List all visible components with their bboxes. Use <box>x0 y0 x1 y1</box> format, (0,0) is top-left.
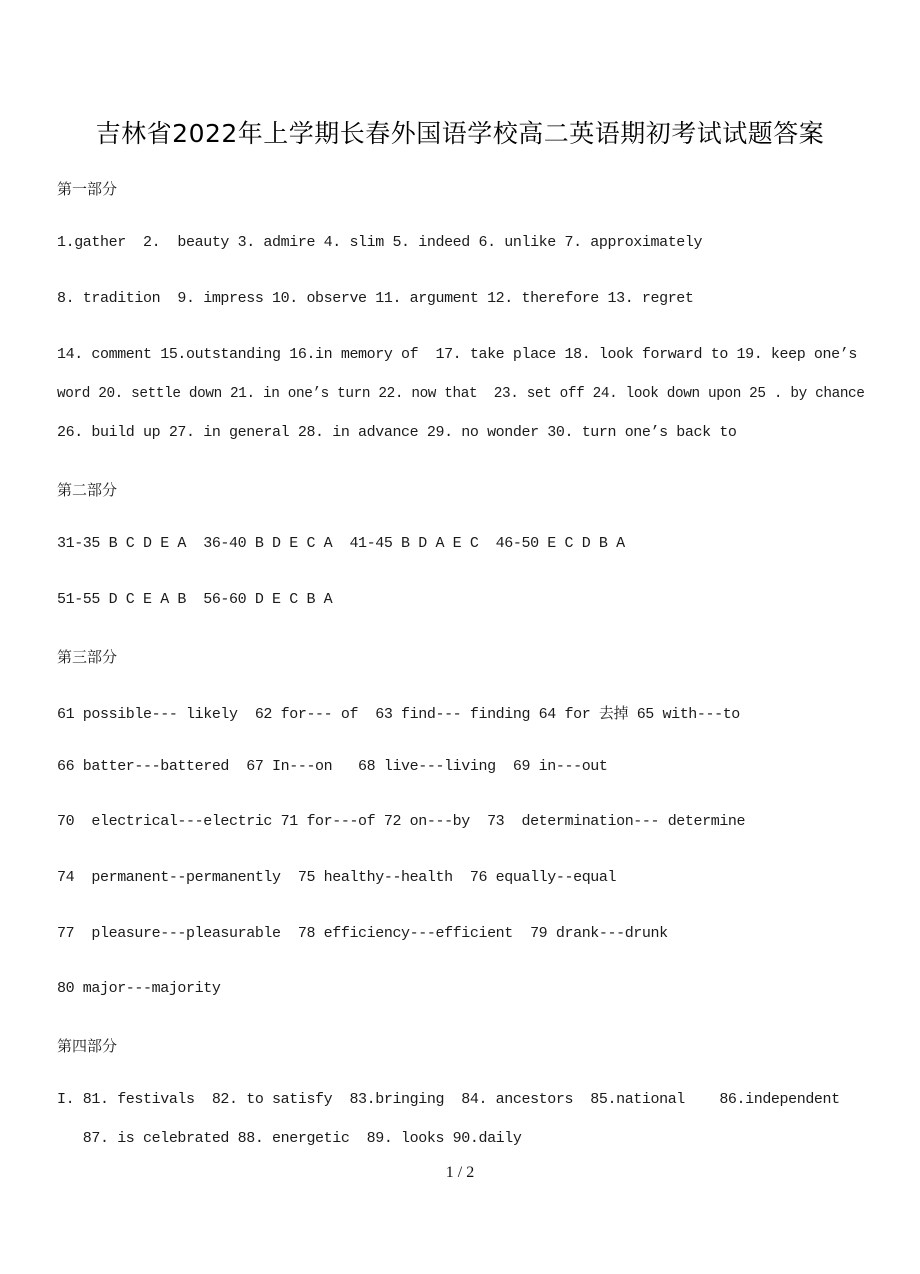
answer-line: word 20. settle down 21. in one’s turn 22. now that 23. set off 24. look down upon 25 . by chance <box>57 385 865 402</box>
answer-line: 80 major---majority <box>57 980 221 997</box>
answer-line: 26. build up 27. in general 28. in advance 29. no wonder 30. turn one’s back to <box>57 424 737 441</box>
answer-line: 61 possible--- likely 62 for--- of 63 find--- finding 64 for 去掉 65 with---to <box>57 706 740 723</box>
answer-line: 87. is celebrated 88. energetic 89. looks 90.daily <box>57 1130 522 1147</box>
section-heading-part-2: 第二部分 <box>57 481 118 499</box>
answer-line: 77 pleasure---pleasurable 78 efficiency---efficient 79 drank---drunk <box>57 925 668 942</box>
answer-line: 14. comment 15.outstanding 16.in memory of 17. take place 18. look forward to 19. keep one’s <box>57 346 857 363</box>
answer-line: 1.gather 2. beauty 3. admire 4. slim 5. indeed 6. unlike 7. approximately <box>57 234 703 251</box>
section-heading-part-4: 第四部分 <box>57 1037 118 1055</box>
answer-line: 66 batter---battered 67 In---on 68 live---living 69 in---out <box>57 758 608 775</box>
answer-line: 8. tradition 9. impress 10. observe 11. argument 12. therefore 13. regret <box>57 290 694 307</box>
answer-line: 51-55 D C E A B 56-60 D E C B A <box>57 591 333 608</box>
section-heading-part-3: 第三部分 <box>57 648 118 666</box>
page-indicator: 1 / 2 <box>445 1164 475 1181</box>
answer-line: 70 electrical---electric 71 for---of 72 on---by 73 determination--- determine <box>57 813 746 830</box>
answer-line: 74 permanent--permanently 75 healthy--health 76 equally--equal <box>57 869 617 886</box>
section-heading-part-1: 第一部分 <box>57 180 118 198</box>
document-title: 吉林省2022年上学期长春外国语学校高二英语期初考试试题答案 <box>95 119 825 148</box>
answer-line: 31-35 B C D E A 36-40 B D E C A 41-45 B D A E C 46-50 E C D B A <box>57 535 625 552</box>
answer-line: I. 81. festivals 82. to satisfy 83.bringing 84. ancestors 85.national 86.independent <box>57 1091 840 1108</box>
